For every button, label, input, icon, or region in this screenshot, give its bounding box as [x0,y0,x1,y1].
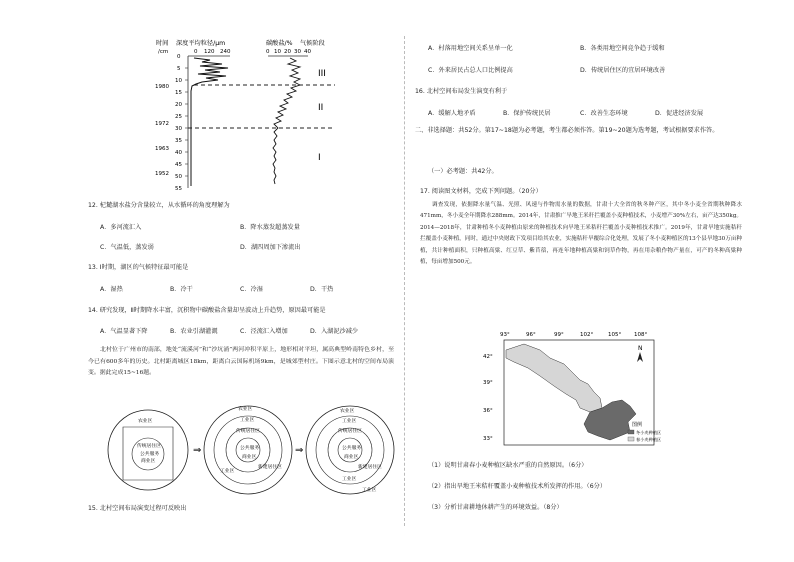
material-passage: 调查发现，依据降水量气温、光照、风速与作物需水量的数据，甘肃十大全省的秋冬种产区，其中冬小麦全省期秋种降水471mm，冬小麦全年期降水288mm。2014年，甘肃推广旱地王米秆拦覆盖小麦种植技术，小麦增产30%左右，亩产达350kg。2014—2018年，甘肃种植冬小麦种植由原来的种植技术向旱地王米秸秆拦覆盖小麦种植技术推广。2019年，甘肃旱地实施秸秆拦覆盖小麦种植，同时，通过中央财政下发项目给其农业，实施秸秆旱覆综合化处理，发展了冬小麦种植区的13个县旱地30万亩种植，共计种植面积，只种植高粱、红豆草、紫苜蓿，再连年地种植高粱和饲草作物，再在用杂粮作物产量在，可产的冬种高粱种植，每亩增加500元。 [420,202,742,266]
required-subsection: （一）必考题：共42分。 [428,168,498,175]
depth-tick: 10 [175,78,182,84]
q14-option-c[interactable]: C．泾流汇入增加 [240,328,288,335]
question-17: 17. 阅读图文材料，完成下列问题。（20分） [420,188,542,195]
q15-option-d[interactable]: D．传统居住区的宜居环境改善 [580,67,666,74]
q12-option-a[interactable]: A．多河流汇入 [100,224,142,231]
question-17-1: （1）说明甘肃春小麦种植区缺水严重的自然原因。（6分） [428,462,588,469]
lon-label: 93° [500,332,510,338]
lat-label: 39° [483,380,493,386]
carb-tick: 20 [284,49,291,55]
label-ind3-c: 工业区 [362,488,377,493]
label-new-c: 新建居住区 [358,465,382,470]
carb-tick: 30 [294,49,301,55]
q15-option-c[interactable]: C．外来居民占总人口比例提高 [428,67,513,74]
label-com-b: 商业区 [242,455,257,460]
layout-evolution-diagram [100,402,400,502]
depth-tick: 15 [175,90,182,96]
carb-tick: 40 [304,49,311,55]
lon-label: 96° [526,332,536,338]
label-farm-c: 农业区 [340,409,355,414]
chart-header-carbonate: 碳酸盐/% [266,40,293,47]
carb-tick: 0 [266,49,270,55]
q14-option-d[interactable]: D．入湖泥沙减少 [310,328,359,335]
q13-option-a[interactable]: A．湿热 [100,286,123,293]
depth-tick: 20 [175,102,182,108]
stage-b-diagram [204,405,292,494]
year-label: 1963 [155,146,169,152]
q15-option-a[interactable]: A．村落用地空间关系呈单一化 [428,45,513,52]
carb-tick: 10 [274,49,281,55]
lon-label: 102° [580,332,594,338]
q13-option-c[interactable]: C．冷湿 [240,286,263,293]
carbonate-curve [273,58,300,184]
q14-option-b[interactable]: B．农业引湖灌溉 [170,328,218,335]
q15-option-b[interactable]: B．各类用地空间竞争趋于缓和 [580,45,665,52]
stage-label: III [318,69,326,79]
label-trad-b: 传统居住区 [236,429,260,434]
question-14: 14. 研究发现，Ⅱ时期降水丰富，沉积物中碳酸盐含量却呈波动上升趋势，原因最可能是 [88,307,326,314]
arrow-icon: ⇒ [295,445,304,456]
label-ind2-c: 工业区 [342,477,357,482]
chart-header-time: 时间 [156,40,169,47]
label-core-a2: 公共服务 [140,452,160,457]
sediment-chart [150,36,350,196]
column-divider [404,36,405,526]
lat-label: 36° [483,408,493,414]
q13-option-b[interactable]: B．冷干 [170,286,193,293]
label-pub-b: 公共服务 [240,446,260,451]
passage-beicun: 北村位于广州市的南部，地处“流溪河”和“沙坑涌”两河冲积平原上，地形相对平坦，属高典型岭南特色乡村，至今已有600多年的历史。北村距离城区18km，距离白云国际机场9km，是城郊型村庄。下图示意北村的空间布局演变。据此完成15~16题。 [88,347,394,376]
stage-a-diagram [108,410,188,490]
question-17-3: （3）分析甘肃耕地休耕产生的环境效益。（8分） [428,504,563,511]
depth-tick: 45 [175,162,182,168]
label-farm-a: 农业区 [138,419,153,424]
grain-tick: 120 [204,49,215,55]
q16-option-c[interactable]: C．改善生态环境 [580,110,628,117]
lon-label: 99° [554,332,564,338]
label-ind-c: 工业区 [342,419,357,424]
question-17-2: （2）指出旱地王米秸秆覆盖小麦种植技术所发挥的作用。（6分） [428,483,607,490]
question-12: 12. 杞麓湖水盐分含量较立，从水循环的角度理解为 [88,202,230,209]
depth-tick: 40 [175,150,182,156]
lon-label: 108° [634,332,648,338]
legend-swatch-spring [628,437,634,441]
depth-tick: 35 [175,138,182,144]
q16-option-d[interactable]: D．促进经济发展 [655,110,704,117]
stage-c-diagram [306,406,394,494]
arrow-icon: ⇒ [193,445,202,456]
depth-tick: 25 [175,114,182,120]
depth-ticks [175,54,182,192]
label-com-c: 商业区 [344,455,359,460]
lat-label: 42° [483,354,493,360]
depth-tick: 55 [175,186,182,192]
q12-option-b[interactable]: B．降水蒸发超蒸发量 [240,224,300,231]
label-pub-c: 公共服务 [342,446,362,451]
section-2-heading: 二、非选择题：共52分。第17~18题为必考题，考生都必须作答。第19~20题为选考题，考试根据要求作答。 [415,127,719,134]
lon-label: 105° [608,332,622,338]
chart-header-depth: 深度平均粒径/μm [176,40,226,47]
question-13: 13. Ⅰ时期，湖区的气候特征最可能是 [88,264,189,271]
label-farm-b: 农业区 [238,407,253,412]
q12-option-c[interactable]: C．气温低，蒸发弱 [100,244,154,251]
grain-tick: 240 [220,49,231,55]
legend-item-spring: 春小麦种植区 [636,437,662,442]
question-15: 15. 北村空间布局演变过程可反映出 [88,505,187,512]
label-ind-b: 工业区 [240,418,255,423]
depth-tick: 30 [175,126,182,132]
gansu-map [480,328,670,453]
label-ind2-b: 工业区 [220,469,235,474]
stage-label: I [318,153,321,163]
year-label: 1952 [155,171,169,177]
label-trad-c: 传统居住区 [338,429,362,434]
question-16: 16. 北村空间布局发生演变有利于 [415,88,508,95]
label-new-b: 新建居住区 [258,465,282,470]
label-core-a3: 商业区 [141,459,156,464]
legend-swatch-winter [628,430,634,434]
q16-option-a[interactable]: A．缓解人地矛盾 [428,110,476,117]
grain-size-curve [191,58,228,186]
depth-tick: 5 [177,66,181,72]
q12-option-d[interactable]: D．湖四周加下渗流出 [240,244,301,251]
year-label: 1972 [155,121,169,127]
q16-option-b[interactable]: B．保护传统民居 [503,110,551,117]
stage-label: II [318,103,324,113]
lat-label: 33° [483,436,493,442]
chart-header-stage: 气候阶段 [300,40,325,47]
label-core-a1: 传统居住区 [137,444,161,449]
q14-option-a[interactable]: A．气温显著下降 [100,328,148,335]
legend-title: 图例 [632,422,643,428]
depth-tick: 0 [177,54,181,60]
year-label: 1980 [155,84,169,90]
grain-tick: 0 [194,49,198,55]
legend-item-winter: 冬小麦种植区 [636,430,662,435]
chart-header-unit: /cm [158,49,169,55]
depth-tick: 50 [175,174,182,180]
q13-option-d[interactable]: D．干热 [310,286,334,293]
north-arrow-icon: N [638,345,643,352]
